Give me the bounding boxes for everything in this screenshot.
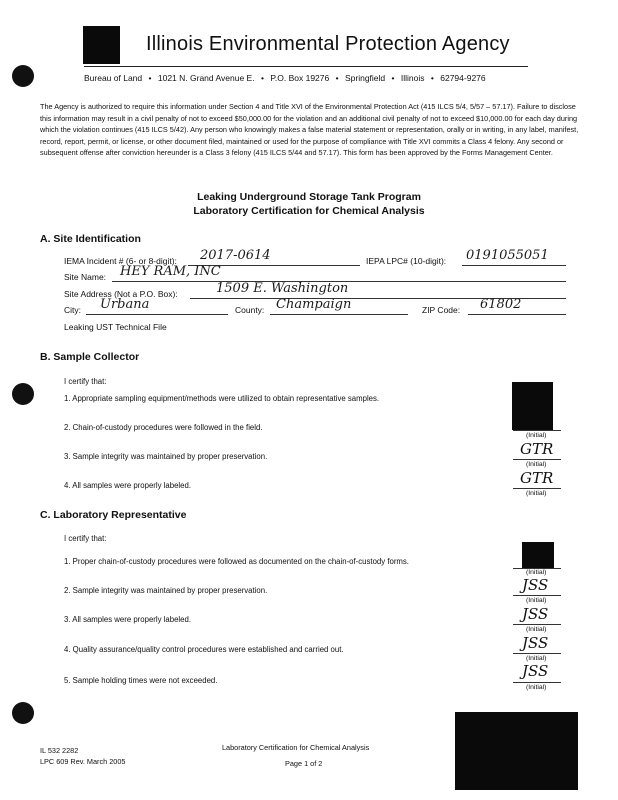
address-zip: 62794-9276 <box>440 73 486 83</box>
section-a-heading: A. Site Identification <box>40 233 141 245</box>
punch-hole-bottom <box>12 702 34 724</box>
footer-redacted-block <box>455 712 578 790</box>
address-separator: • <box>391 73 395 83</box>
address-state: Illinois <box>400 73 425 83</box>
lab-initial-3-line <box>513 624 561 625</box>
technical-file-label: Leaking UST Technical File <box>64 322 167 332</box>
lab-initial-3-value[interactable]: JSS <box>522 605 549 623</box>
collector-initial-2-line <box>513 459 561 460</box>
footer-title: Laboratory Certification for Chemical Analysis <box>222 743 370 752</box>
address-separator: • <box>260 73 264 83</box>
lab-initial-3-label: (Initial) <box>526 626 547 633</box>
site-name-label: Site Name: <box>64 272 107 282</box>
collector-initial-3-value[interactable]: GTR <box>520 469 554 487</box>
lpc-underline <box>462 265 566 266</box>
agency-address <box>84 73 486 83</box>
county-label: County: <box>235 305 265 315</box>
city-label: City: <box>64 305 81 315</box>
collector-item-4: 4. All samples were properly labeled. <box>64 481 191 490</box>
site-name-value[interactable]: HEY RAM, INC <box>120 264 221 279</box>
address-separator: • <box>148 73 152 83</box>
lab-initial-5-label: (Initial) <box>526 684 547 691</box>
zip-value[interactable]: 61802 <box>480 297 522 312</box>
collector-initial-1-label: (Initial) <box>526 432 547 439</box>
punch-hole-top <box>12 65 34 87</box>
city-value[interactable]: Urbana <box>100 297 150 312</box>
lab-certify-text: I certify that: <box>64 534 107 543</box>
footer-page-number: Page 1 of 2 <box>285 759 323 768</box>
lab-initial-1-redacted <box>522 542 554 568</box>
agency-title: Illinois Environmental Protection Agency <box>146 33 510 55</box>
lab-initial-2-value[interactable]: JSS <box>522 576 549 594</box>
lab-initial-2-label: (Initial) <box>526 597 547 604</box>
lab-initial-4-line <box>513 653 561 654</box>
collector-initial-1-redacted <box>512 382 553 430</box>
collector-initial-2-value[interactable]: GTR <box>520 440 554 458</box>
punch-hole-middle <box>12 383 34 405</box>
county-value[interactable]: Champaign <box>276 297 352 312</box>
collector-initial-1-line <box>513 430 561 431</box>
section-c-heading: C. Laboratory Representative <box>40 509 187 521</box>
address-street: 1021 N. Grand Avenue E. <box>157 73 255 83</box>
lab-item-4: 4. Quality assurance/quality control procedures were established and carried out. <box>64 645 344 654</box>
program-title: Leaking Underground Storage Tank Program <box>197 191 421 203</box>
lpc-value[interactable]: 0191055051 <box>466 248 549 263</box>
footer-revision: LPC 609 Rev. March 2005 <box>40 757 126 766</box>
header-rule <box>84 66 528 67</box>
site-address-label: Site Address (Not a P.O. Box): <box>64 289 178 299</box>
lab-item-3: 3. All samples were properly labeled. <box>64 615 191 624</box>
address-separator: • <box>335 73 339 83</box>
city-underline <box>86 314 228 315</box>
lab-item-1: 1. Proper chain-of-custody procedures were followed as documented on the chain-of-custody forms. <box>64 557 409 566</box>
incident-value[interactable]: 2017-0614 <box>200 248 271 263</box>
footer-form-id: IL 532 2282 <box>40 746 79 755</box>
lab-initial-2-line <box>513 595 561 596</box>
lab-item-2: 2. Sample integrity was maintained by proper preservation. <box>64 586 268 595</box>
lab-item-5: 5. Sample holding times were not exceeded. <box>64 676 218 685</box>
collector-item-3: 3. Sample integrity was maintained by proper preservation. <box>64 452 268 461</box>
incident-label: IEMA Incident # (6- or 8-digit): <box>64 256 177 266</box>
lab-initial-5-value[interactable]: JSS <box>522 662 549 680</box>
collector-item-2: 2. Chain-of-custody procedures were followed in the field. <box>64 423 263 432</box>
county-underline <box>270 314 408 315</box>
address-city: Springfield <box>344 73 386 83</box>
collector-initial-3-line <box>513 488 561 489</box>
lab-initial-4-label: (Initial) <box>526 655 547 662</box>
legal-disclaimer: The Agency is authorized to require this information under Section 4 and Title XVI of the Environmental Protection Act (415 ILCS 5/4, 5/57 – 57.17). Failure to disclose this information may result in a civil penalty of not to exceed $50,000.00 for the violation and an additional civil penalty of not to exceed $10,000.00 for each day during which the violation continues (415 ILCS 5/42). Any person who knowingly makes a false material statement or representation, orally or in writing, in any label, manifest, record, report, permit, or license, or other document filed, maintained or used for the purpose of compliance with Title XVI commits a Class 4 felony. Any second or subsequent offense after conviction hereunder is a Class 3 felony (415 ILCS 5/44 and 57.17). This form has been approved by the Forms Management Center. <box>40 102 579 157</box>
lab-initial-4-value[interactable]: JSS <box>522 634 549 652</box>
address-separator: • <box>430 73 434 83</box>
address-pobox: P.O. Box 19276 <box>270 73 330 83</box>
lpc-label: IEPA LPC# (10-digit): <box>366 256 447 266</box>
collector-initial-2-label: (Initial) <box>526 461 547 468</box>
lab-initial-1-label: (Initial) <box>526 569 547 576</box>
form-title: Laboratory Certification for Chemical Analysis <box>193 205 425 217</box>
zip-underline <box>468 314 566 315</box>
collector-certify-text: I certify that: <box>64 377 107 386</box>
site-address-value[interactable]: 1509 E. Washington <box>216 281 349 296</box>
address-bureau: Bureau of Land <box>84 73 143 83</box>
agency-logo-redacted <box>83 26 120 64</box>
zip-label: ZIP Code: <box>422 305 461 315</box>
collector-item-1: 1. Appropriate sampling equipment/methods were utilized to obtain representative samples. <box>64 394 380 403</box>
collector-initial-3-label: (Initial) <box>526 490 547 497</box>
section-b-heading: B. Sample Collector <box>40 351 140 363</box>
lab-initial-5-line <box>513 682 561 683</box>
